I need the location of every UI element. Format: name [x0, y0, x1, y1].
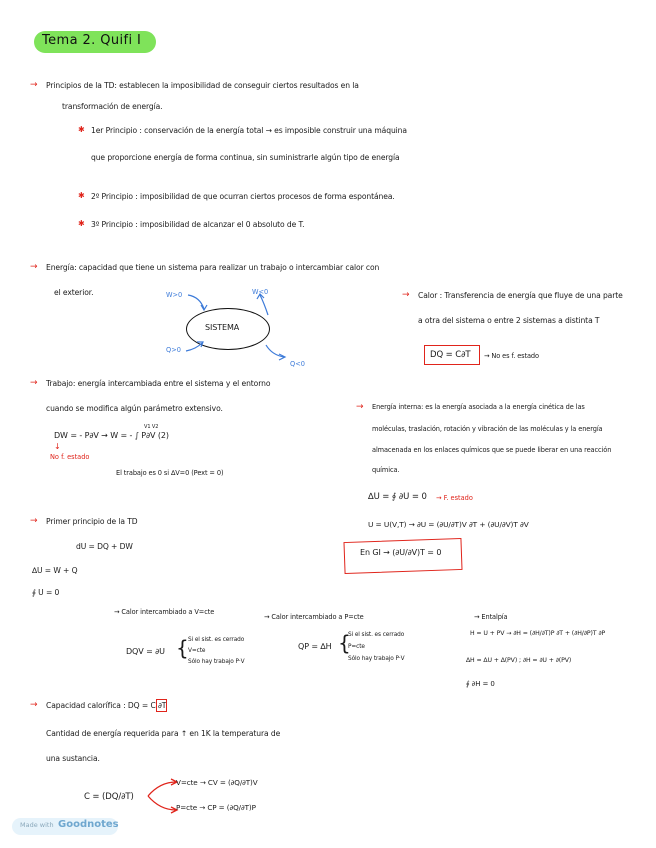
energia-line2: el exterior. — [54, 288, 94, 297]
red-arrow-icon: → — [402, 290, 410, 300]
entalpia-head: → Entalpía — [474, 613, 508, 621]
calor-v-cond2: V=cte — [188, 648, 206, 654]
interna-eq1-note: → F. estado — [436, 494, 473, 502]
principios-line2: transformación de energía. — [62, 102, 163, 111]
calor-line2: a otra del sistema o entre 2 sistemas a distinta T — [418, 316, 600, 325]
primer-line1: Primer principio de la TD — [46, 517, 138, 526]
principio-3: 3º Principio : imposibilidad de alcanzar el 0 absoluto de T. — [91, 220, 305, 229]
interna-eq2: U = U(V,T) → ∂U = (∂U/∂T)V ∂T + (∂U/∂V)T ∂V — [368, 520, 529, 529]
principio-1-line2: que proporcione energía de forma continua, sin suministrarle algún tipo de energía — [91, 153, 400, 162]
page-title: Tema 2. Quifi I — [42, 33, 142, 48]
trabajo-limits: V1 V2 — [144, 424, 159, 430]
trabajo-extra: El trabajo es 0 si ∆V=0 (Pext = 0) — [116, 469, 224, 477]
interna-line4: química. — [372, 466, 400, 474]
principio-1-line1: 1er Principio : conservación de la energía total → es imposible construir una máquina — [91, 126, 407, 135]
red-arrow-icon: → — [356, 402, 364, 412]
sistema-label: SISTEMA — [205, 323, 240, 332]
capacidad-line1: Capacidad calorífica : DQ = C ∂T — [46, 701, 167, 710]
red-arrow-icon: → — [30, 700, 38, 710]
red-down-arrow-icon: ↓ — [54, 442, 61, 451]
interna-line1: Energía interna: es la energía asociada a la energía cinética de las — [372, 403, 585, 411]
calor-note: → No es f. estado — [484, 352, 539, 360]
capacidad-lhs: C = (DQ/∂T) — [84, 792, 134, 802]
red-arrow-icon: → — [30, 516, 38, 526]
capacidad-v: V=cte → CV = (∂Q/∂T)V — [176, 778, 258, 787]
interna-line2: moléculas, traslación, rotación y vibración de las moléculas y la energía — [372, 425, 603, 433]
capacidad-branch-arrows — [146, 776, 180, 816]
red-star-icon: ✱ — [78, 125, 85, 134]
principios-line1: Principios de la TD: establecen la imposibilidad de conseguir ciertos resultados en la — [46, 81, 359, 90]
calor-formula: DQ = C∂T — [430, 350, 471, 360]
calor-p-head: → Calor intercambiado a P=cte — [264, 613, 364, 621]
entalpia-eq2: ∆H = ∆U + ∆(PV) ; ∂H = ∂U + ∂(PV) — [466, 657, 572, 664]
red-arrow-icon: → — [30, 378, 38, 388]
calor-line1: Calor : Transferencia de energía que fluye de una parte — [418, 291, 623, 300]
primer-eq3: ∮ U = 0 — [32, 588, 60, 597]
calor-v-eq: DQV = ∂U — [126, 647, 165, 656]
w-negative-label: W<0 — [252, 288, 269, 296]
trabajo-formula: DW = - P∂V → W = - ∫ P∂V (2) — [54, 431, 169, 440]
w-positive-label: W>0 — [166, 291, 183, 299]
trabajo-line2: cuando se modifica algún parámetro extensivo. — [46, 404, 223, 413]
capacidad-p: P=cte → CP = (∂Q/∂T)P — [176, 803, 256, 812]
calor-v-cond3: Sólo hay trabajo P·V — [188, 659, 245, 665]
capacidad-line2: Cantidad de energía requerida para ↑ en 1K la temperatura de — [46, 729, 281, 738]
entalpia-eq1: H = U + PV → ∂H = (∂H/∂T)P ∂T + (∂H/∂P)T ∂P — [470, 630, 606, 637]
calor-v-brace: { — [176, 636, 189, 660]
q-positive-label: Q>0 — [166, 346, 181, 354]
red-star-icon: ✱ — [78, 219, 85, 228]
energia-line1: Energía: capacidad que tiene un sistema para realizar un trabajo o intercambiar calor con — [46, 263, 380, 272]
calor-v-cond1: Si el sist. es cerrado — [188, 637, 245, 643]
calor-p-brace: { — [338, 631, 351, 655]
interna-eq1: ∆U = ∮ ∂U = 0 — [368, 492, 427, 502]
principio-2: 2º Principio : imposibilidad de que ocurran ciertos procesos de forma espontánea. — [91, 192, 395, 201]
calor-p-cond1: Si el sist. es cerrado — [348, 632, 405, 638]
capacidad-line3: una sustancia. — [46, 754, 100, 763]
calor-p-eq: QP = ∆H — [298, 642, 332, 651]
trabajo-line1: Trabajo: energía intercambiada entre el sistema y el entorno — [46, 379, 271, 388]
calor-p-cond2: P=cte — [348, 644, 365, 650]
capacidad-c-box — [156, 699, 167, 712]
red-arrow-icon: → — [30, 262, 38, 272]
badge-made-with: Made with — [20, 821, 54, 829]
red-star-icon: ✱ — [78, 191, 85, 200]
red-arrow-icon: → — [30, 80, 38, 90]
q-negative-label: Q<0 — [290, 360, 305, 368]
trabajo-note: No f. estado — [50, 453, 90, 461]
entalpia-eq3: ∮ ∂H = 0 — [466, 680, 495, 688]
primer-eq2: ∆U = W + Q — [32, 566, 78, 575]
primer-eq1: dU = DQ + DW — [76, 542, 133, 551]
interna-eq3: En GI → (∂U/∂V)T = 0 — [360, 548, 442, 557]
system-arrows — [160, 285, 310, 370]
badge-brand: Goodnotes — [58, 819, 119, 830]
goodnotes-badge — [12, 818, 118, 835]
calor-p-cond3: Sólo hay trabajo P·V — [348, 656, 405, 662]
calor-v-head: → Calor intercambiado a V=cte — [114, 608, 215, 616]
interna-line3: almacenada en los enlaces químicos que se puede liberar en una reacción — [372, 446, 612, 454]
